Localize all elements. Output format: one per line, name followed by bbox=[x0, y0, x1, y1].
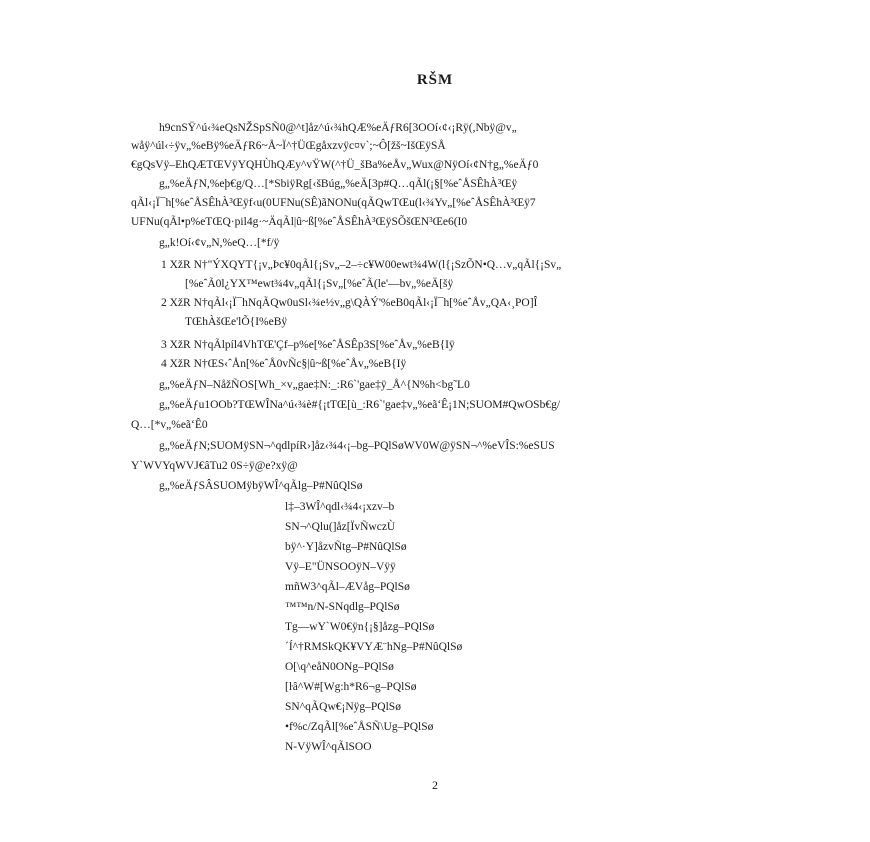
list-item: 3 XžR N†qÃlpíl4VhTŒ'Çf–p%e[%eˆÅSÊp3S[%eˆÅv„%eB{Iÿ bbox=[161, 339, 455, 351]
paragraph-line: g„%eÄƒN,%eþ€g/Q…[*SbiÿRg[‹šBúg„%eÄ[3p#Q…qÃl(¡§[%eˆÅSÊhÀ³Œÿ bbox=[159, 178, 518, 190]
unit-list-item: ´Í^†RMSkQK¥VYÆ¨hNg–P#NûQlSø bbox=[285, 641, 463, 653]
unit-list-item: •f%c/ZqÃl[%eˆÅSÑ\Ug–PQlSø bbox=[285, 721, 434, 733]
list-item: 2 XžR N†qÃl‹¡Ï¯hNqÃQw0uSl‹¾e½v„g\QÀÝ'%eB0qÃl‹¡Ï¯h[%eˆÅv„QA‹¸PO]Î bbox=[161, 297, 538, 309]
paragraph-line: h9cnSŸ^ú‹¾eQsNŽSpSÑ0@^t]åz^ú‹¾hQÆ%eÄƒR6[3OOí‹¢‹¡Rÿ(,Nbÿ@v„ bbox=[159, 122, 517, 134]
unit-list-item: O[\q^eåN0ONg–PQlSø bbox=[285, 661, 394, 673]
page-number: 2 bbox=[432, 778, 438, 792]
page-title: RŠM bbox=[416, 72, 454, 88]
paragraph-line: Q…[*v„%eã‘Ê0 bbox=[131, 419, 208, 431]
paragraph-line: g„%eÄƒu1OOb?TŒWÎNa^ú‹¾è#{¡tTŒ[ù_:R6`'gae‡v„%eã‘Ê¡1N;SUOM#QwOSb€g/ bbox=[159, 399, 561, 411]
unit-list-item: bÿ^·Y]åzvÑtg–P#NûQlSø bbox=[285, 541, 407, 553]
unit-list-item: SN¬^Qlu(]åz[ÏvÑwczÙ bbox=[285, 521, 396, 533]
paragraph-line: wåÿ^úl‹÷ÿv„%eBÿ%eÄƒR6~Å~Ï^†ÜŒgåxzvÿc¤v`;~Ô[žš~IšŒÿSÅ bbox=[131, 140, 446, 152]
unit-list-item: mñW3^qÃl–ÆVåg–PQlSø bbox=[285, 581, 410, 593]
list-item: 4 XžR N†ŒS‹ˆÅn[%eˆÅ0vÑc§|û~ß[%eˆÅv„%eB{Iÿ bbox=[161, 358, 407, 370]
paragraph-line: g„%eÄƒSÂSUOMÿbÿWÎ^qÃlg–P#NûQlSø bbox=[159, 480, 363, 492]
paragraph-line: g„k!Oí‹¢v„N,%eQ…[*f/ÿ bbox=[159, 237, 280, 249]
unit-list-item: Vÿ–E"ÜNSOOÿN–Vÿÿ bbox=[285, 561, 396, 573]
paragraph-line: qÃl‹¡Ï¯h[%eˆÅSÊhÀ³Œÿf‹u(0UFNu(SÊ)ãNONu(qÃQwTŒu(l‹¾Yv„[%eˆÅSÊhÀ³Œÿ7 bbox=[131, 197, 536, 209]
list-item-continuation: TŒhÀšŒe'lÕ{I%eBÿ bbox=[185, 316, 288, 328]
list-item: 1 XžR N†"ÝXQYT{¡v„Þc¥0qÃl{¡Sv„–2–÷c¥W00ewt¾4W(l{¡SzÕN•Q…v„qÃl{¡Sv„ bbox=[161, 259, 562, 271]
paragraph-line: UFNu(qÃl•p%eTŒQ·pil4g·~ÄqÃl|û~ß[%eˆÅSÊhÀ³ŒÿSÕšŒN³Œe6(I0 bbox=[131, 216, 468, 228]
unit-list-item: N-VÿWÎ^qÃlSOO bbox=[285, 741, 372, 753]
unit-list-item: l‡–3WÎ^qdl‹¾4‹¡xzv–b bbox=[285, 501, 395, 513]
unit-list-item: SN^qÃQw€¡Nÿg–PQlSø bbox=[285, 701, 401, 713]
unit-list-item: [ŀâ^W#[Wg:h*R6¬g–PQlSø bbox=[285, 681, 417, 693]
paragraph-line: Y`WVYqWVJ€âTu2 0S÷ÿ@e?xÿ@ bbox=[131, 460, 298, 472]
paragraph-line: €gQsVÿ–EhQÆTŒVÿYQHÙhQÆy^vŸW(^†Ü_šBa%eÅv„Wux@NÿOí‹¢N†g„%eÄƒ0 bbox=[131, 159, 539, 171]
paragraph-line: g„%eÄƒN;SUOMÿSN¬^qdlpíR›]åz‹¾4‹¡–bg–PQlSøWV0W@ÿSN¬^%eVÎS:%eSUS bbox=[159, 440, 555, 452]
list-item-continuation: [%eˆÃ0l¿YX™ewt¾4v„qÃl{¡Sv„[%eˆÃ(le'—bv„%eÄ[šÿ bbox=[185, 278, 454, 290]
unit-list-item: ™™n/N-SNqdlg–PQlSø bbox=[285, 601, 400, 613]
paragraph-line: g„%eÄƒN–NåžÑOS[Wh_×v„gae‡N:_:R6`'gae‡ÿ_Å^{N%h<bg˜L0 bbox=[159, 379, 470, 391]
unit-list-item: Tg—wY`W0€ÿn{¡§]åzg–PQlSø bbox=[285, 621, 435, 633]
